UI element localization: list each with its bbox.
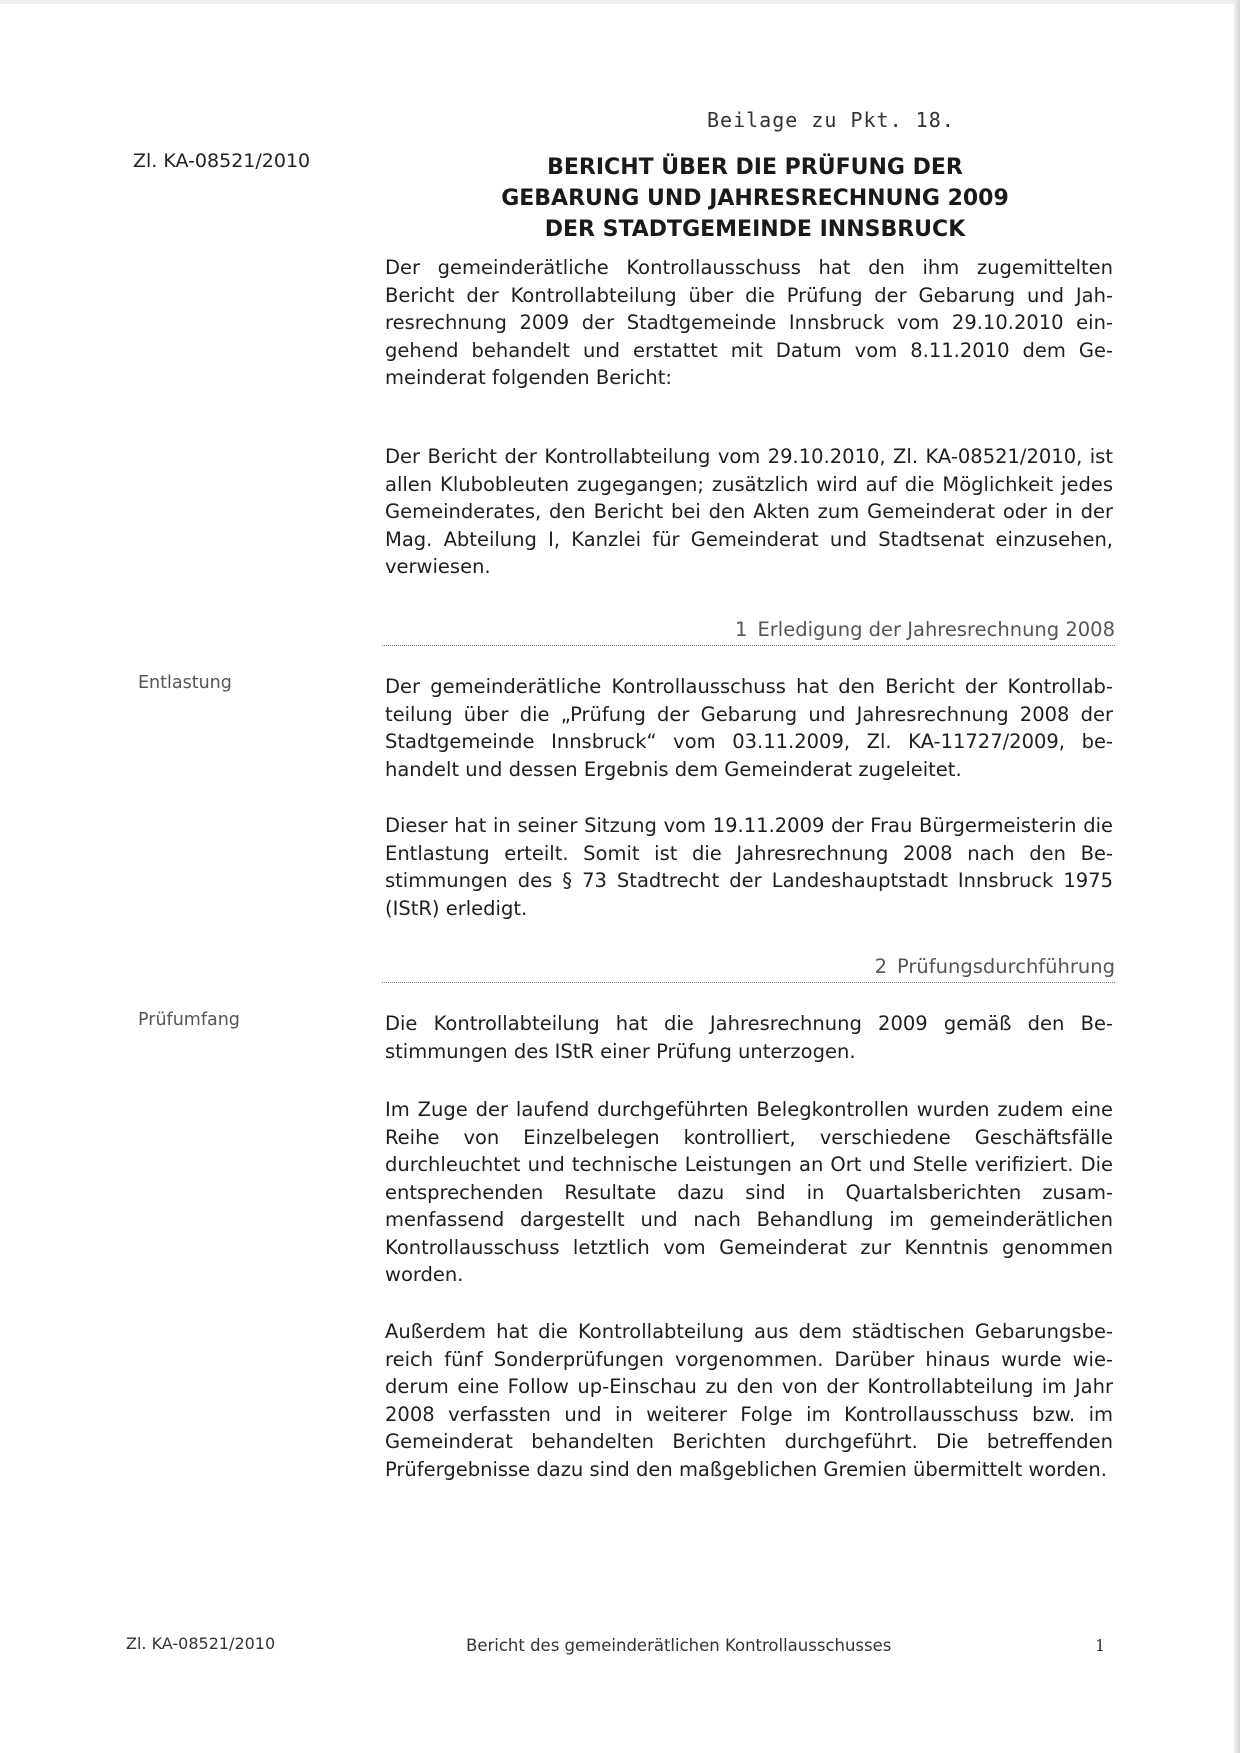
document-title bbox=[430, 152, 1080, 245]
section-number: 1 bbox=[735, 618, 748, 641]
footer-title: Bericht des gemeinderätlichen Kontrollausschusses bbox=[466, 1636, 892, 1655]
attachment-note: Beilage zu Pkt. 18. bbox=[707, 108, 955, 132]
section-1-paragraph-2: Dieser hat in seiner Sitzung vom 19.11.2009 der Frau Bürgermeisterin die Entlastung erteilt. Somit ist die Jahresrechnung 2008 nach den Bestimmungen des § 73 Stadtrecht der Landeshauptstadt Innsbruck 1975 (IStR) erledigt. bbox=[385, 814, 1113, 920]
margin-note-pruefumfang: Prüfumfang bbox=[138, 1010, 240, 1030]
section-2-paragraph-3: Außerdem hat die Kontrollabteilung aus dem städtischen Gebarungsbereich fünf Sonderprüfungen vorgenommen. Darüber hinaus wurde wiederum eine Follow up-Einschau zu den von der Kontrollabteilung im Jahr 2008 verfassten und in weiterer Folge im Kontrollausschuss bzw. im Gemeinderat behandelten Berichten durchgeführt. Die betreffenden Prüfergebnisse dazu sind den maßgeblichen Gremien übermittelt worden. bbox=[385, 1320, 1113, 1481]
reference-number: Zl. KA-08521/2010 bbox=[133, 150, 311, 172]
section-title: Prüfungsdurchführung bbox=[896, 955, 1115, 978]
title-line-1: BERICHT ÜBER DIE PRÜFUNG DER bbox=[547, 155, 963, 180]
section-title: Erledigung der Jahresrechnung 2008 bbox=[757, 618, 1115, 641]
intro-paragraph-2: Der Bericht der Kontrollabteilung vom 29.10.2010, Zl. KA-08521/2010, ist allen Klubobleuten zugegangen; zusätzlich wird auf die Möglichkeit jedes Gemeinderates, den Bericht bei den Akten zum Gemeinderat oder in der Mag. Abteilung I, Kanzlei für Gemeinderat und Stadtsenat einzusehen, verwiesen. bbox=[385, 445, 1113, 578]
intro-paragraph-1: Der gemeinderätliche Kontrollausschuss hat den ihm zugemittelten Bericht der Kontrollabteilung über die Prüfung der Gebarung und Jahresrechnung 2009 der Stadtgemeinde Innsbruck vom 29.10.2010 eingehend behandelt und erstattet mit Datum vom 8.11.2010 dem Gemeinderat folgenden Bericht: bbox=[385, 256, 1113, 389]
footer-reference: Zl. KA-08521/2010 bbox=[126, 1634, 276, 1653]
title-line-2: GEBARUNG UND JAHRESRECHNUNG 2009 bbox=[501, 186, 1009, 211]
page-number: 1 bbox=[1095, 1636, 1106, 1655]
section-2-paragraph-1: Die Kontrollabteilung hat die Jahresrechnung 2009 gemäß den Bestimmungen des IStR einer Prüfung unterzogen. bbox=[385, 1012, 1113, 1063]
section-heading-1 bbox=[382, 618, 1115, 646]
page-footer bbox=[0, 1634, 1240, 1664]
section-number: 2 bbox=[874, 955, 887, 978]
scan-edge-top bbox=[0, 0, 1240, 4]
section-1-paragraph-1: Der gemeinderätliche Kontrollausschuss hat den Bericht der Kontrollabteilung über die „Prüfung der Gebarung und Jahresrechnung 2008 der Stadtgemeinde Innsbruck“ vom 03.11.2009, Zl. KA-11727/2009, behandelt und dessen Ergebnis dem Gemeinderat zugeleitet. bbox=[385, 675, 1113, 781]
scan-edge-right bbox=[1234, 0, 1240, 1753]
margin-note-entlastung: Entlastung bbox=[138, 673, 232, 693]
section-heading-2 bbox=[382, 955, 1115, 983]
title-line-3: DER STADTGEMEINDE INNSBRUCK bbox=[544, 217, 966, 242]
section-2-paragraph-2: Im Zuge der laufend durchgeführten Belegkontrollen wurden zudem eine Reihe von Einzelbelegen kontrolliert, verschiedene Geschäftsfälle durchleuchtet und technische Leistungen an Ort und Stelle verifiziert. Die entsprechenden Resultate dazu sind in Quartalsberichten zusammenfassend dargestellt und nach Behandlung im gemeinderätlichen Kontrollausschuss letztlich vom Gemeinderat zur Kenntnis genommen worden. bbox=[385, 1098, 1113, 1286]
